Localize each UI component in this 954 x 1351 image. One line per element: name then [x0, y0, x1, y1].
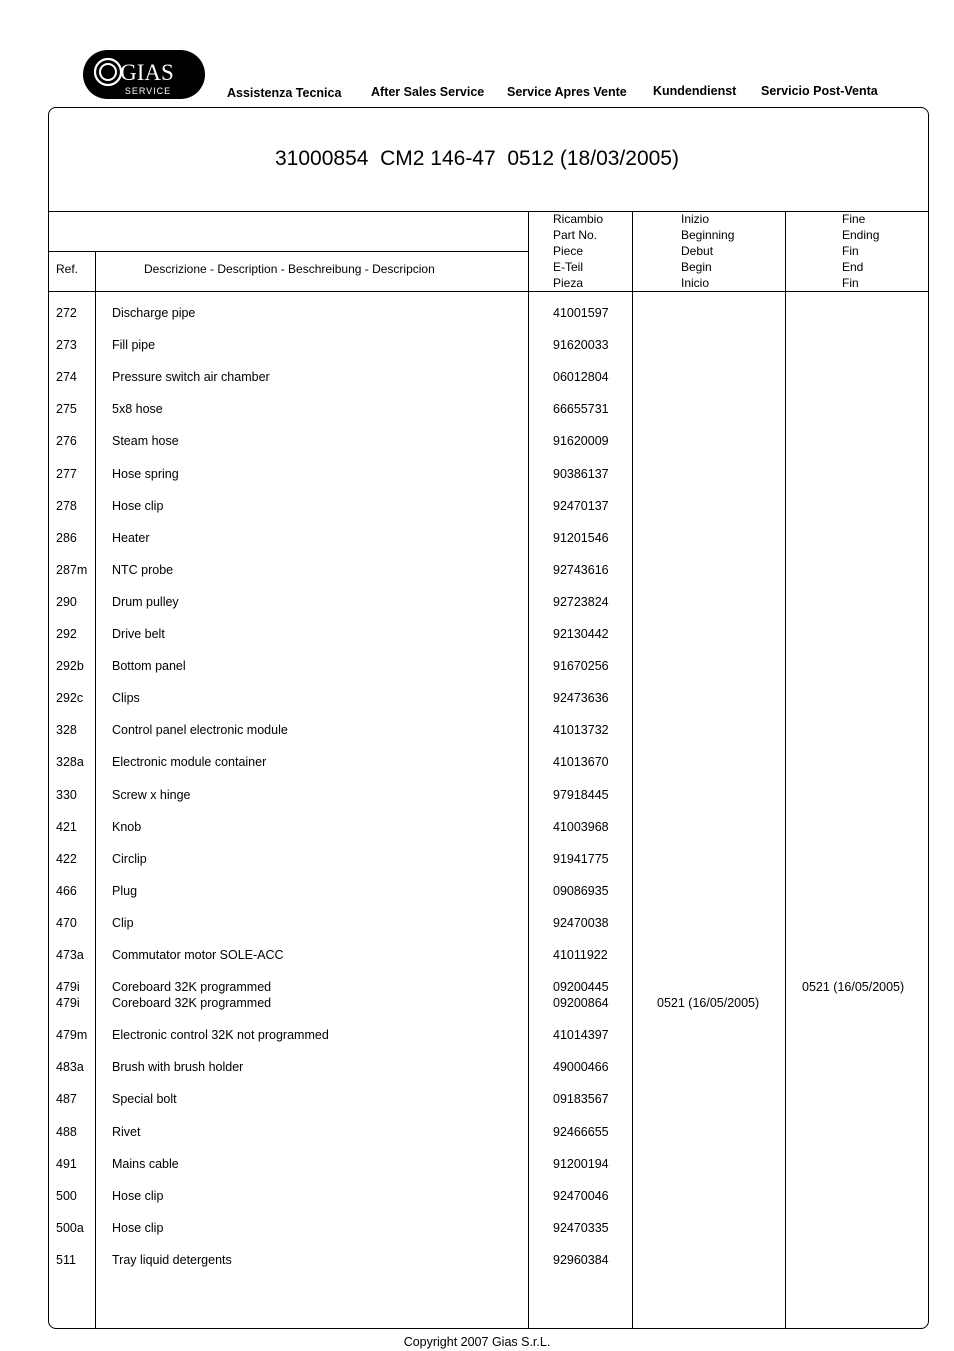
part-number-cell: 06012804 — [553, 370, 609, 385]
ref-cell: 488 — [56, 1124, 77, 1139]
part-number-cell: 91200194 — [553, 1156, 609, 1171]
ref-cell: 328 — [56, 723, 77, 738]
copyright: Copyright 2007 Gias S.r.L. — [403, 1335, 551, 1349]
description-cell: Hose clip — [112, 1188, 164, 1203]
part-number-cell: 66655731 — [553, 402, 609, 417]
part-number-cell: 92466655 — [553, 1124, 609, 1139]
description-cell: Hose spring — [112, 466, 179, 481]
logo-sub-text: SERVICE — [124, 86, 172, 96]
header-link-fr: Service Apres Vente — [507, 85, 627, 99]
description-cell: Hose clip — [112, 498, 164, 513]
part-number-cell: 92743616 — [553, 562, 609, 577]
ref-cell: 292b — [56, 659, 84, 674]
description-cell: Special bolt — [112, 1092, 177, 1107]
beginning-cell: 0521 (16/05/2005) — [657, 996, 760, 1011]
description-cell: Clips — [112, 691, 140, 706]
description-cell: Bottom panel — [112, 659, 186, 674]
rule-header-top — [48, 211, 929, 212]
header-link-de: Kundendienst — [653, 84, 737, 98]
ref-cell: 479m — [56, 1028, 88, 1043]
description-cell: Coreboard 32K programmed — [112, 980, 272, 995]
description-cell: Rivet — [112, 1124, 141, 1139]
part-number-cell: 49000466 — [553, 1060, 609, 1075]
description-cell: Brush with brush holder — [112, 1060, 244, 1075]
description-cell: 5x8 hose — [112, 402, 163, 417]
part-number-cell: 92470137 — [553, 498, 609, 513]
ref-cell: 473a — [56, 948, 84, 962]
description-cell: Circlip — [112, 851, 147, 866]
ref-cell: 292 — [56, 627, 77, 641]
part-number-cell: 91670256 — [553, 659, 609, 674]
ref-cell: 470 — [56, 915, 77, 930]
ref-cell: 274 — [56, 370, 77, 385]
part-number-cell: 91941775 — [553, 851, 609, 866]
part-number-cell: 91620033 — [553, 338, 609, 353]
description-cell: Clip — [112, 915, 134, 930]
part-number-cell: 92473636 — [553, 691, 609, 706]
col-header-ref: Ref. — [56, 262, 79, 276]
ref-cell: 286 — [56, 530, 77, 545]
ref-cell: 290 — [56, 594, 77, 609]
part-number-cell: 09183567 — [553, 1092, 609, 1107]
ref-cell: 275 — [56, 402, 77, 417]
header-link-it: Assistenza Tecnica — [227, 86, 342, 100]
description-cell: Fill pipe — [112, 338, 156, 353]
ref-cell: 479i — [56, 996, 80, 1011]
ref-cell: 277 — [56, 466, 77, 481]
part-number-cell: 90386137 — [553, 466, 609, 481]
ref-cell: 483a — [56, 1060, 84, 1075]
ref-cell: 278 — [56, 498, 77, 513]
ref-cell: 421 — [56, 819, 77, 834]
description-cell: Screw x hinge — [112, 787, 191, 802]
ref-cell: 466 — [56, 883, 77, 898]
part-number-cell: 09086935 — [553, 883, 609, 898]
description-cell: Coreboard 32K programmed — [112, 996, 272, 1011]
part-number-cell: 92470038 — [553, 915, 609, 930]
description-cell: Pressure switch air chamber — [112, 370, 270, 385]
description-cell: Discharge pipe — [112, 306, 196, 320]
description-cell: Mains cable — [112, 1156, 179, 1171]
description-cell: Commutator motor SOLE-ACC — [112, 948, 284, 962]
part-number-cell: 09200864 — [553, 996, 609, 1011]
description-cell: Steam hose — [112, 434, 179, 449]
part-number-cell: 09200445 — [553, 980, 609, 995]
part-number-cell: 92470335 — [553, 1220, 609, 1235]
ref-cell: 479i — [56, 980, 80, 995]
part-number-cell: 41014397 — [553, 1028, 609, 1043]
rule-col-begin — [785, 211, 786, 1329]
description-cell: Control panel electronic module — [112, 723, 288, 738]
part-number-cell: 41001597 — [553, 306, 609, 320]
part-number-cell: 91201546 — [553, 530, 609, 545]
description-cell: Electronic control 32K not programmed — [112, 1028, 329, 1043]
col-header-part: Ricambio Part No. Piece E-Teil Pieza — [553, 212, 604, 290]
part-number-cell: 41003968 — [553, 819, 609, 834]
col-header-beginning: Inizio Beginning Debut Begin Inicio — [681, 212, 735, 290]
part-number-cell: 97918445 — [553, 787, 609, 802]
logo-brand-text: GIAS — [120, 60, 174, 85]
part-number-cell: 41011922 — [553, 948, 608, 962]
ref-cell: 330 — [56, 787, 77, 802]
header-link-en: After Sales Service — [371, 85, 485, 99]
header-service-links — [0, 84, 954, 104]
rule-col-desc — [528, 211, 529, 1329]
description-cell: Heater — [112, 530, 150, 545]
part-number-cell: 91620009 — [553, 434, 609, 449]
part-number-cell: 92130442 — [553, 627, 609, 641]
ref-cell: 487 — [56, 1092, 77, 1107]
ref-cell: 287m — [56, 562, 88, 577]
ref-cell: 276 — [56, 434, 77, 449]
description-cell: Plug — [112, 883, 138, 898]
description-cell: NTC probe — [112, 562, 174, 577]
ref-cell: 272 — [56, 306, 77, 320]
rule-col-ref — [95, 251, 96, 1329]
rule-col-part — [632, 211, 633, 1329]
col-header-description: Descrizione - Description - Beschreibung - Descripcion — [144, 262, 435, 276]
ref-cell: 328a — [56, 755, 84, 770]
part-number-cell: 92960384 — [553, 1252, 609, 1267]
ref-cell: 292c — [56, 691, 84, 706]
part-number-cell: 41013670 — [553, 755, 609, 770]
rule-header-bottom — [48, 291, 929, 292]
description-cell: Drive belt — [112, 627, 165, 641]
col-header-ending: Fine Ending Fin End Fin — [842, 212, 880, 290]
part-number-cell: 41013732 — [553, 723, 609, 738]
ref-cell: 500a — [56, 1220, 84, 1235]
document-title: 31000854 CM2 146-47 0512 (18/03/2005) — [275, 147, 679, 170]
header-link-es: Servicio Post-Venta — [761, 84, 878, 98]
description-cell: Electronic module container — [112, 755, 267, 770]
description-cell: Drum pulley — [112, 594, 179, 609]
description-cell: Tray liquid detergents — [112, 1252, 232, 1267]
ending-cell: 0521 (16/05/2005) — [802, 980, 905, 995]
rule-header-mid — [48, 251, 529, 252]
ref-cell: 273 — [56, 338, 77, 353]
ref-cell: 491 — [56, 1156, 77, 1171]
ref-cell: 511 — [56, 1252, 76, 1267]
ref-cell: 422 — [56, 851, 77, 866]
ref-cell: 500 — [56, 1188, 77, 1203]
part-number-cell: 92470046 — [553, 1188, 609, 1203]
part-number-cell: 92723824 — [553, 594, 609, 609]
description-cell: Knob — [112, 819, 142, 834]
description-cell: Hose clip — [112, 1220, 164, 1235]
